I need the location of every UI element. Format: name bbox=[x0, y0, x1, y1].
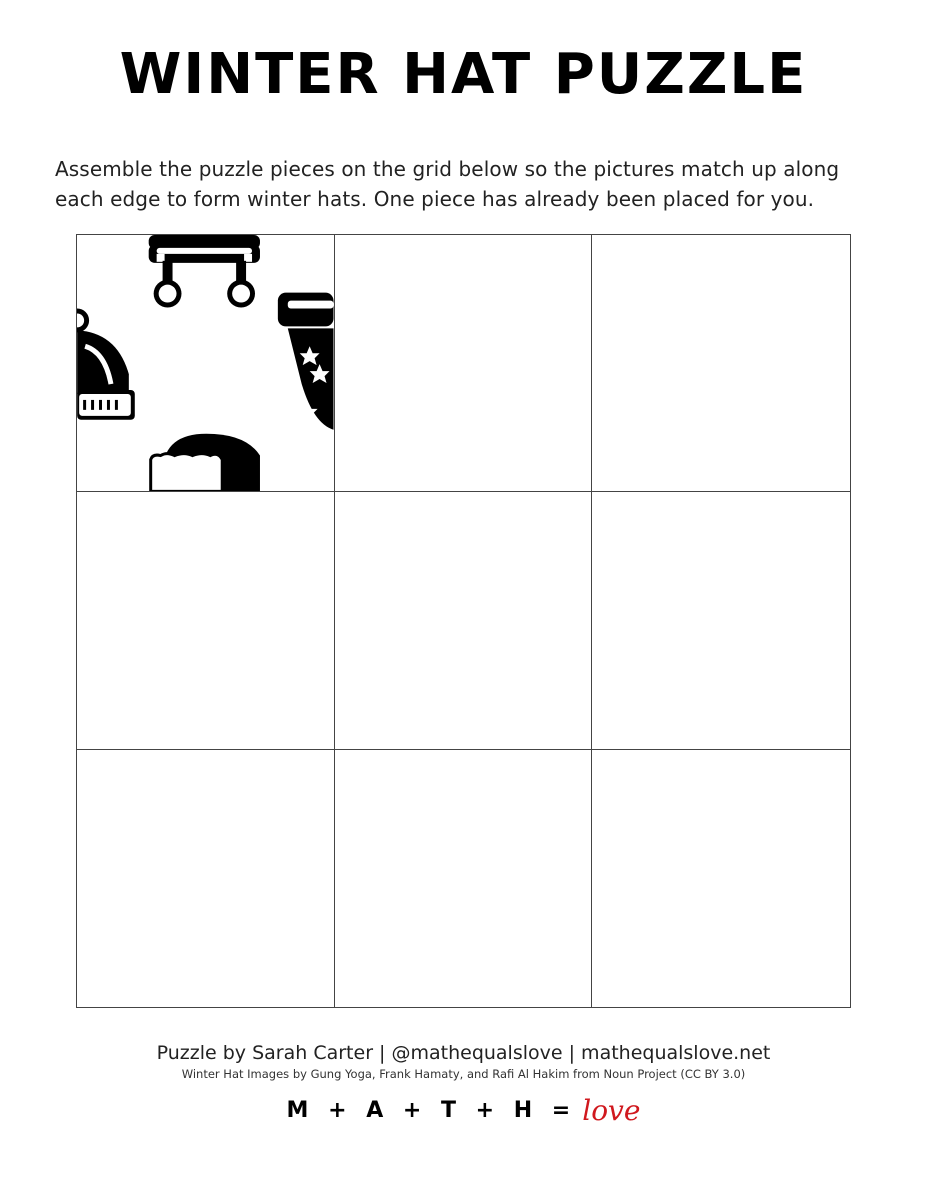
grid-cell-r2-c3[interactable] bbox=[592, 492, 850, 749]
logo-letters: M + A + T + H = bbox=[286, 1097, 577, 1123]
fur-hat-icon bbox=[151, 434, 260, 492]
puzzle-grid bbox=[76, 234, 851, 1008]
placed-puzzle-piece bbox=[77, 235, 334, 491]
author-credit: Puzzle by Sarah Carter | @mathequalslove | mathequalslove.net bbox=[156, 1042, 771, 1064]
grid-cell-r1-c3[interactable] bbox=[592, 235, 850, 492]
earflap-hat-icon bbox=[149, 235, 260, 308]
instructions bbox=[55, 154, 885, 214]
page-title: WINTER HAT PUZZLE bbox=[119, 42, 808, 107]
image-credit: Winter Hat Images by Gung Yoga, Frank Hamaty, and Rafi Al Hakim from Noun Project (CC BY 3.0) bbox=[181, 1067, 746, 1081]
beanie-hat-icon bbox=[77, 309, 135, 420]
grid-cell-r3-c3[interactable] bbox=[592, 750, 850, 1007]
instructions-line-1: Assemble the puzzle pieces on the grid below so the pictures match up along bbox=[55, 157, 840, 181]
logo-love-word: love bbox=[582, 1093, 641, 1127]
instructions-line-2: each edge to form winter hats. One piece has already been placed for you. bbox=[55, 187, 815, 211]
grid-cell-r2-c2[interactable] bbox=[335, 492, 593, 749]
grid-cell-r1-c2[interactable] bbox=[335, 235, 593, 492]
grid-cell-r3-c1[interactable] bbox=[77, 750, 335, 1007]
grid-cell-r2-c1[interactable] bbox=[77, 492, 335, 749]
star-hat-icon bbox=[278, 293, 334, 430]
grid-cell-r1-c1[interactable] bbox=[77, 235, 335, 492]
math-love-logo bbox=[0, 1090, 927, 1130]
grid-cell-r3-c2[interactable] bbox=[335, 750, 593, 1007]
